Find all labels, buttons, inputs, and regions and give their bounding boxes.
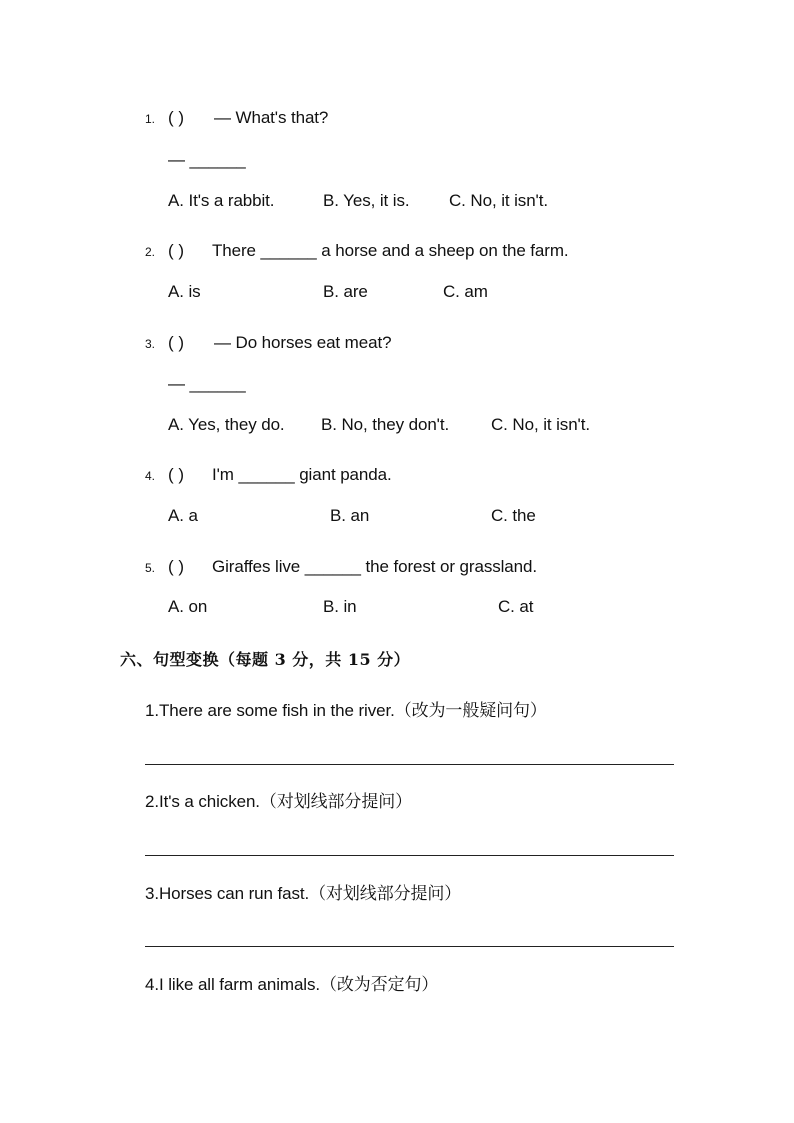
transform-item-3: 3.Horses can run fast.（对划线部分提问）	[145, 884, 462, 903]
question-stem: — What's that?	[214, 108, 329, 127]
option-a: A. is	[168, 282, 201, 301]
option-b: B. No, they don't.	[321, 415, 450, 434]
option-c: C. at	[498, 597, 534, 616]
option-b: B. Yes, it is.	[323, 191, 410, 210]
answer-line-2[interactable]	[145, 855, 674, 856]
answer-parentheses[interactable]: ( )	[168, 557, 185, 576]
option-c: C. No, it isn't.	[491, 415, 590, 434]
option-a: A. It's a rabbit.	[168, 191, 275, 210]
question-number: 3.	[145, 337, 156, 351]
question-number: 1.	[145, 112, 156, 126]
answer-line-3[interactable]	[145, 946, 674, 947]
transform-item-2: 2.It's a chicken.（对划线部分提问）	[145, 792, 413, 811]
answer-parentheses[interactable]: ( )	[168, 241, 185, 260]
option-a: A. a	[168, 506, 198, 525]
option-a: A. Yes, they do.	[168, 415, 285, 434]
answer-line-1[interactable]	[145, 764, 674, 765]
transform-item-4: 4.I like all farm animals.（改为否定句）	[145, 975, 439, 994]
section-heading: 六、句型变换（每题 3 分，共 15 分）	[120, 650, 411, 669]
answer-parentheses[interactable]: ( )	[168, 333, 185, 352]
option-b: B. in	[323, 597, 357, 616]
question-stem: I'm ______ giant panda.	[212, 465, 392, 484]
option-c: C. the	[491, 506, 536, 525]
answer-parentheses[interactable]: ( )	[168, 465, 185, 484]
question-number: 4.	[145, 469, 156, 483]
option-a: A. on	[168, 597, 208, 616]
option-c: C. am	[443, 282, 488, 301]
option-c: C. No, it isn't.	[449, 191, 548, 210]
question-stem: There ______ a horse and a sheep on the farm.	[212, 241, 569, 260]
transform-item-1: 1.There are some fish in the river.（改为一般疑问句）	[145, 701, 547, 720]
question-number: 2.	[145, 245, 156, 259]
answer-parentheses[interactable]: ( )	[168, 108, 185, 127]
answer-blank-line: — ______	[168, 374, 246, 393]
question-stem: — Do horses eat meat?	[214, 333, 392, 352]
option-b: B. an	[330, 506, 370, 525]
option-b: B. are	[323, 282, 368, 301]
question-stem: Giraffes live ______ the forest or grassland.	[212, 557, 537, 576]
question-number: 5.	[145, 561, 156, 575]
answer-blank-line: — ______	[168, 150, 246, 169]
